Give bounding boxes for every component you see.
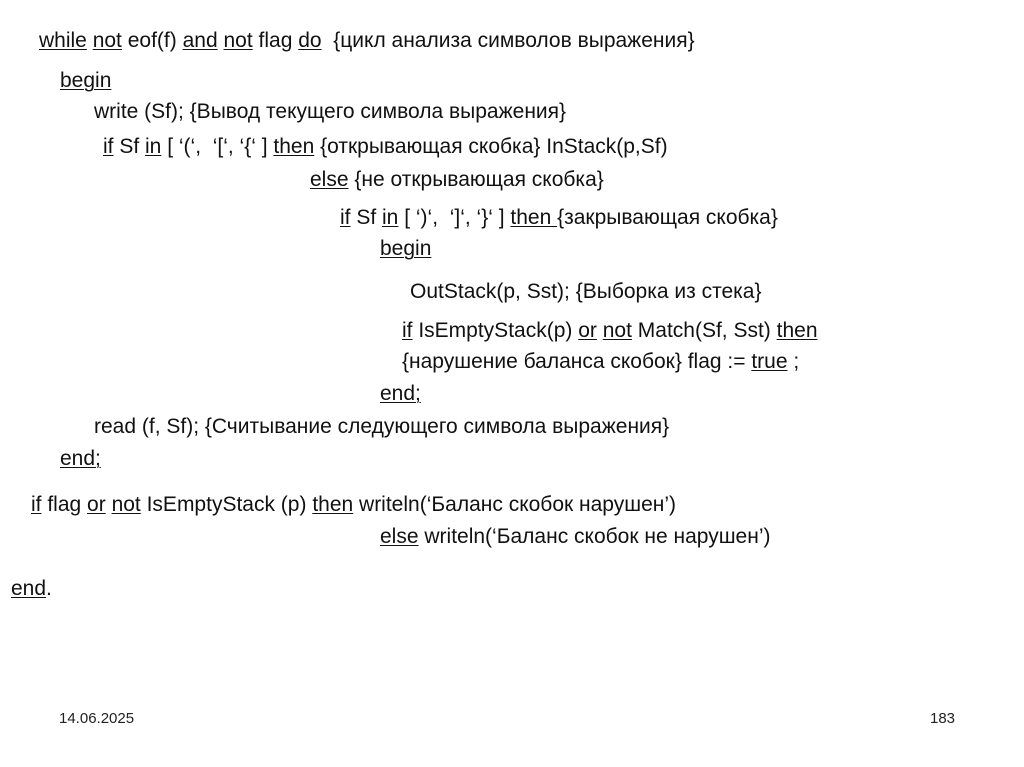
code-line-if-empty: [402, 318, 818, 344]
code-text: [ ‘)‘, ‘]‘, ‘}‘ ]: [398, 206, 511, 229]
code-text: .: [46, 577, 52, 600]
keyword: end;: [380, 382, 421, 405]
code-line-end-program: [11, 576, 52, 602]
code-line-while: [39, 28, 695, 54]
keyword: in: [382, 206, 399, 229]
keyword: not: [92, 29, 122, 52]
code-text: IsEmptyStack(p): [412, 319, 579, 342]
keyword: begin: [380, 237, 432, 260]
code-text: [ ‘(‘, ‘[‘, ‘{‘ ]: [161, 135, 274, 158]
keyword: while: [39, 29, 87, 52]
code-text: ;: [787, 350, 800, 373]
code-line-end-inner: [380, 381, 421, 407]
keyword: do: [298, 29, 322, 52]
code-text: {закрывающая скобка}: [557, 206, 778, 229]
keyword: then: [273, 135, 315, 158]
keyword: and: [182, 29, 218, 52]
code-line-if-close: [340, 205, 778, 231]
code-text: read (f, Sf); {Считывание следующего символа выражения}: [94, 415, 670, 438]
code-line-outstack: [410, 279, 761, 305]
keyword: else: [310, 168, 349, 191]
code-line-begin-outer: [60, 68, 111, 94]
code-text: Match(Sf, Sst): [631, 319, 777, 342]
code-text: write (Sf); {Вывод текущего символа выражения}: [94, 100, 567, 123]
code-text: flag: [41, 493, 88, 516]
keyword: true: [751, 350, 788, 373]
code-text: IsEmptyStack (p): [140, 493, 313, 516]
keyword: not: [111, 493, 141, 516]
keyword: not: [223, 29, 253, 52]
page-number: 183: [930, 710, 956, 727]
code-text: writeln(‘Баланс скобок не нарушен’): [418, 525, 771, 548]
keyword: or: [578, 319, 597, 342]
code-line-write: [94, 99, 566, 125]
keyword: then: [312, 493, 354, 516]
keyword: if: [103, 135, 114, 158]
keyword: end;: [60, 447, 101, 470]
keyword: if: [340, 206, 351, 229]
keyword: begin: [60, 69, 112, 92]
code-text: {цикл анализа символов выражения}: [321, 29, 695, 52]
slide-date: 14.06.2025: [59, 710, 135, 727]
code-text: {нарушение баланса скобок} flag :=: [402, 350, 752, 373]
code-text: Sf: [350, 206, 383, 229]
keyword: in: [145, 135, 162, 158]
keyword: else: [380, 525, 419, 548]
code-line-read: [94, 414, 669, 440]
code-line-end-outer: [60, 446, 101, 472]
code-text: {не открывающая скобка}: [348, 168, 604, 191]
code-text: writeln(‘Баланс скобок нарушен’): [353, 493, 677, 516]
keyword: end: [11, 577, 47, 600]
keyword: if: [402, 319, 413, 342]
code-line-if-open: [103, 134, 668, 160]
keyword: not: [602, 319, 632, 342]
code-text: flag: [252, 29, 299, 52]
code-text: OutStack(p, Sst); {Выборка из стека}: [410, 280, 762, 303]
keyword: then: [510, 206, 558, 229]
keyword: then: [776, 319, 818, 342]
code-line-violation: [402, 349, 799, 375]
code-line-else-writeln: [380, 524, 770, 550]
code-text: eof(f): [121, 29, 183, 52]
code-text: {открывающая скобка} InStack(p,Sf): [314, 135, 668, 158]
code-line-else: [310, 167, 604, 193]
keyword: if: [31, 493, 42, 516]
code-line-begin-inner: [380, 236, 431, 262]
code-text: Sf: [113, 135, 146, 158]
keyword: or: [87, 493, 106, 516]
code-line-if-flag: [31, 492, 676, 518]
